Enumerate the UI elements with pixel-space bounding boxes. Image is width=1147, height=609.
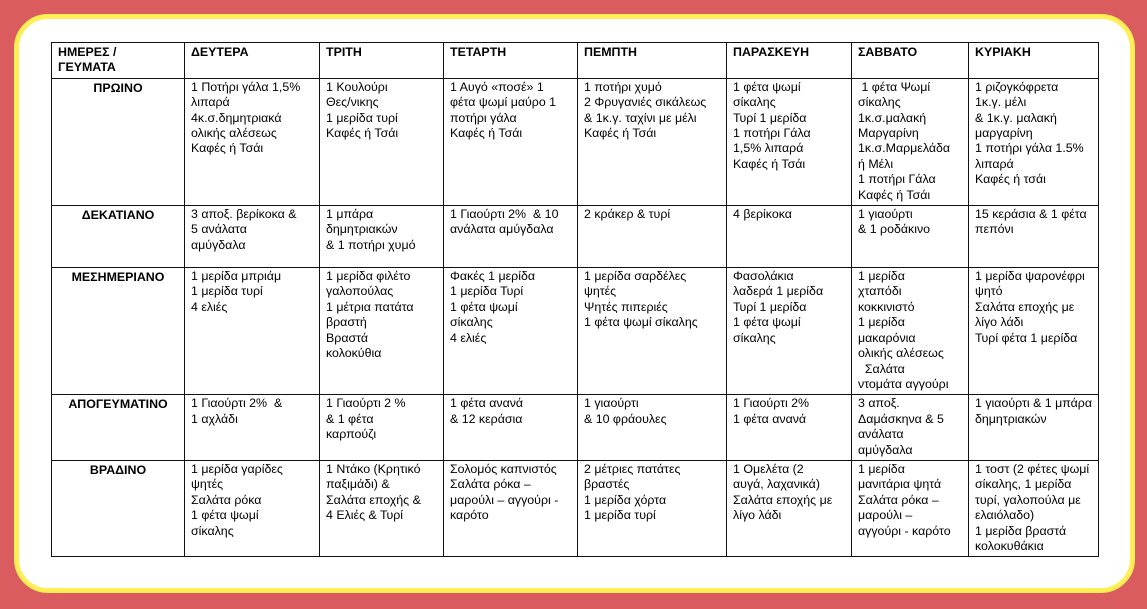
- meal-item-line: 1 τοστ (2 φέτες ψωμί: [975, 461, 1090, 476]
- meal-item-line: 1 γιαούρτι & 1 μπάρα: [975, 396, 1093, 411]
- meal-cell-monday: [185, 78, 320, 205]
- weekly-meal-plan-table: [51, 42, 1099, 557]
- meal-row-afternoon-snack: [52, 395, 1099, 461]
- meal-item-line: 1 φέτα ψωμί: [191, 508, 259, 523]
- meal-item-line: τυρί, γαλοπούλα με: [975, 492, 1081, 507]
- meal-item-line: Φακές 1 μερίδα: [450, 269, 536, 284]
- meal-item-line: παξιμάδι) &: [326, 477, 390, 492]
- meal-item-line: 3 αποξ. βερίκοκα &: [191, 207, 297, 222]
- meal-item-line: σίκαλης: [191, 523, 234, 538]
- meal-item-line: 1 μερίδα Τυρί: [450, 284, 524, 299]
- meal-item-line: λιπαρά: [975, 156, 1014, 171]
- meal-item-line: & 12 κεράσια: [450, 411, 523, 426]
- meal-item-line: 1 φέτα ψωμί: [733, 79, 801, 94]
- meal-item-line: & 1κ.γ. ταχίνι με μέλι: [584, 110, 697, 125]
- meal-cell-thursday: [578, 395, 727, 461]
- meal-item-line: 4 ελιές: [191, 299, 228, 314]
- meal-label: ΔΕΚΑΤΙΑΝΟ: [52, 206, 185, 268]
- meal-item-line: Καφές ή τσάι: [975, 172, 1046, 187]
- meal-cell-wednesday: [444, 268, 578, 395]
- meal-item-line: κολοκυθάκια: [975, 538, 1044, 553]
- meal-item-line: 1 ποτήρι γάλα 1.5%: [975, 141, 1084, 156]
- corner-header-cell: [52, 43, 185, 79]
- meal-item-line: ψητό: [975, 284, 1003, 299]
- meal-item-line: 1 μπάρα: [326, 207, 374, 222]
- meal-item-line: 1 ριζογκόφρετα: [975, 79, 1059, 94]
- meal-cell-saturday: [852, 460, 969, 556]
- meal-item-line: 1 μερίδα σαρδέλες: [584, 269, 687, 284]
- meal-cell-tuesday: [320, 460, 444, 556]
- meal-item-line: χταπόδι: [858, 284, 902, 299]
- meal-item-line: & 1κ.γ. μαλακή: [975, 110, 1057, 125]
- header-row: [52, 43, 1099, 79]
- meal-item-line: φέτα ψωμί μαύρο 1: [450, 95, 557, 110]
- meal-cell-wednesday: [444, 206, 578, 268]
- meal-item-line: λιπαρά: [191, 95, 230, 110]
- meal-item-line: Σαλάτα εποχής με: [975, 299, 1075, 314]
- meal-cell-friday: [727, 206, 852, 268]
- meal-item-line: 1 αχλάδι: [191, 411, 238, 426]
- day-header-wednesday: ΤΕΤΑΡΤΗ: [444, 43, 578, 79]
- meal-item-line: 1 μερίδα τυρί: [584, 508, 656, 523]
- meal-item-line: δημητριακών: [326, 222, 398, 237]
- meal-item-line: Τυρί φέτα 1 μερίδα: [975, 330, 1078, 345]
- meal-item-line: Σολομός καπνιστός: [450, 461, 557, 476]
- meal-cell-sunday: [969, 395, 1099, 461]
- meal-item-line: 1 μερίδα βραστά: [975, 523, 1067, 538]
- meal-item-line: Σαλάτα ρόκα: [191, 492, 262, 507]
- meal-item-line: σίκαλης: [858, 95, 901, 110]
- meal-item-line: δημητριακών: [975, 411, 1047, 426]
- meal-item-line: 1 Ποτήρι γάλα 1,5%: [191, 79, 301, 94]
- meal-item-line: ανάλατα: [858, 427, 904, 442]
- meal-item-line: 1 μερίδα γαρίδες: [191, 461, 283, 476]
- meal-cell-thursday: [578, 268, 727, 395]
- day-header-tuesday: ΤΡΙΤΗ: [320, 43, 444, 79]
- meal-item-line: σίκαλης: [733, 330, 776, 345]
- meal-cell-thursday: [578, 460, 727, 556]
- meal-item-line: Σαλάτα εποχής &: [326, 492, 421, 507]
- meal-cell-saturday: [852, 78, 969, 205]
- meal-item-line: βραστές: [584, 477, 630, 492]
- meal-item-line: αμύγδαλα: [858, 442, 913, 457]
- corner-label-line-2: ΓΕΥΜΑΤΑ: [58, 60, 116, 75]
- meal-item-line: 1 Γιαούρτι 2% & 10: [450, 207, 559, 222]
- meal-item-line: μανιτάρια ψητά: [858, 477, 942, 492]
- meal-item-line: 1 φέτα ανανά: [450, 396, 524, 411]
- meal-item-line: Καφές ή Τσάι: [584, 126, 657, 141]
- meal-item-line: σίκαλης: [733, 95, 776, 110]
- meal-item-line: 4 βερίκοκα: [733, 207, 792, 222]
- meal-label: ΑΠΟΓΕΥΜΑΤΙΝΟ: [52, 395, 185, 461]
- meal-cell-sunday: [969, 78, 1099, 205]
- meal-cell-thursday: [578, 78, 727, 205]
- meal-cell-friday: [727, 78, 852, 205]
- meal-item-line: 1 μερίδα: [858, 269, 905, 284]
- meal-item-line: 1 Κουλούρι: [326, 79, 388, 94]
- meal-label: ΠΡΩΙΝΟ: [52, 78, 185, 205]
- meal-item-line: Σαλάτα ρόκα –: [450, 477, 531, 492]
- meal-item-line: 1 γιαούρτι: [858, 207, 913, 222]
- meal-item-line: 1 Ομελέτα (2: [733, 461, 804, 476]
- meal-item-line: κοκκινιστό: [858, 299, 915, 314]
- day-header-monday: ΔΕΥΤΕΡΑ: [185, 43, 320, 79]
- meal-item-line: αμύγδαλα: [191, 237, 246, 252]
- meal-item-line: & 10 φράουλες: [584, 411, 667, 426]
- meal-item-line: 1 μερίδα τυρί: [326, 110, 398, 125]
- meal-item-line: σίκαλης, 1 μερίδα: [975, 477, 1072, 492]
- meal-item-line: Καφές ή Τσάι: [450, 126, 523, 141]
- meal-item-line: 1 μερίδα χόρτα: [584, 492, 667, 507]
- meal-item-line: καρότο: [450, 508, 489, 523]
- meal-item-line: Σαλάτα ρόκα –: [858, 492, 939, 507]
- meal-item-line: ανάλατα αμύγδαλα: [450, 222, 554, 237]
- meal-item-line: 3 αποξ.: [858, 396, 900, 411]
- meal-cell-monday: [185, 206, 320, 268]
- meal-cell-saturday: [852, 268, 969, 395]
- meal-item-line: 1 φέτα ψωμί: [450, 299, 518, 314]
- meal-cell-wednesday: [444, 78, 578, 205]
- meal-cell-sunday: [969, 460, 1099, 556]
- meal-cell-monday: [185, 460, 320, 556]
- meal-item-line: Τυρί 1 μερίδα: [733, 299, 807, 314]
- meal-item-line: 1 μερίδα τυρί: [191, 284, 263, 299]
- meal-item-line: 1κ.σ.Μαρμελάδα: [858, 141, 951, 156]
- meal-item-line: 1 ποτήρι Γάλα: [733, 126, 811, 141]
- meal-item-line: ολικής αλέσεως: [191, 126, 277, 141]
- meal-item-line: 1 μέτρια πατάτα: [326, 299, 414, 314]
- meal-item-line: αυγά, λαχανικά): [733, 477, 820, 492]
- meal-item-line: & 1 ροδάκινο: [858, 222, 931, 237]
- meal-item-line: Σαλάτα εποχής με: [733, 492, 833, 507]
- meal-item-line: ψητές: [191, 477, 224, 492]
- meal-item-line: κολοκύθια: [326, 346, 382, 361]
- meal-cell-tuesday: [320, 206, 444, 268]
- meal-item-line: 1 φέτα ψωμί σίκαλης: [584, 315, 698, 330]
- meal-item-line: 1 φέτα Ψωμί: [858, 79, 931, 94]
- meal-label: ΜΕΣΗΜΕΡΙΑΝΟ: [52, 268, 185, 395]
- meal-cell-sunday: [969, 268, 1099, 395]
- meal-cell-friday: [727, 395, 852, 461]
- meal-item-line: 1 Γιαούρτι 2%: [733, 396, 810, 411]
- corner-label-line-1: ΗΜΕΡΕΣ /: [58, 45, 117, 59]
- meal-item-line: Ψητές πιπεριές: [584, 299, 668, 314]
- meal-item-line: Βραστά: [326, 330, 369, 345]
- meal-item-line: λίγο λάδι: [975, 315, 1024, 330]
- meal-row-lunch: [52, 268, 1099, 395]
- meal-item-line: λίγο λάδι: [733, 508, 782, 523]
- meal-cell-saturday: [852, 206, 969, 268]
- meal-cell-monday: [185, 395, 320, 461]
- meal-cell-wednesday: [444, 460, 578, 556]
- meal-item-line: λαδερά 1 μερίδα: [733, 284, 824, 299]
- meal-item-line: 1 Ντάκο (Κρητικό: [326, 461, 421, 476]
- meal-item-line: 1 μερίδα φιλέτο: [326, 269, 411, 284]
- meal-item-line: Καφές ή Τσάι: [191, 141, 264, 156]
- day-header-friday: ΠΑΡΑΣΚΕΥΗ: [727, 43, 852, 79]
- meal-item-line: σίκαλης: [450, 315, 493, 330]
- meal-item-line: 1 μερίδα: [858, 315, 905, 330]
- meal-cell-wednesday: [444, 395, 578, 461]
- meal-row-morning-snack: [52, 206, 1099, 268]
- meal-item-line: Δαμάσκηνα & 5: [858, 411, 944, 426]
- meal-item-line: 4κ.σ.δημητριακά: [191, 110, 282, 125]
- meal-item-line: 1 μερίδα: [858, 461, 905, 476]
- meal-item-line: μαργαρίνη: [975, 126, 1033, 141]
- day-header-thursday: ΠΕΜΠΤΗ: [578, 43, 727, 79]
- meal-item-line: & 1 φέτα: [326, 411, 374, 426]
- day-header-saturday: ΣΑΒΒΑΤΟ: [852, 43, 969, 79]
- meal-item-line: γαλοπούλας: [326, 284, 394, 299]
- meal-item-line: 1 φέτα ψωμί: [733, 315, 801, 330]
- meal-item-line: καρπούζι: [326, 427, 377, 442]
- meal-item-line: Σαλάτα: [858, 361, 905, 376]
- meal-item-line: 4 Ελιές & Τυρί: [326, 508, 404, 523]
- meal-item-line: 1 γιαούρτι: [584, 396, 639, 411]
- yellow-rounded-frame: [14, 14, 1135, 593]
- meal-item-line: Καφές ή Τσάι: [858, 187, 931, 202]
- meal-cell-sunday: [969, 206, 1099, 268]
- meal-item-line: αγγούρι - καρότο: [858, 523, 951, 538]
- meal-item-line: 15 κεράσια & 1 φέτα: [975, 207, 1087, 222]
- meal-cell-friday: [727, 460, 852, 556]
- meal-item-line: 1 Αυγό «ποσέ» 1: [450, 79, 544, 94]
- day-header-sunday: ΚΥΡΙΑΚΗ: [969, 43, 1099, 79]
- meal-item-line: Τυρί 1 μερίδα: [733, 110, 807, 125]
- meal-item-line: μακαρόνια: [858, 330, 916, 345]
- meal-label: ΒΡΑΔΙΝΟ: [52, 460, 185, 556]
- meal-item-line: 4 ελιές: [450, 330, 487, 345]
- meal-cell-tuesday: [320, 78, 444, 205]
- meal-cell-friday: [727, 268, 852, 395]
- meal-cell-tuesday: [320, 395, 444, 461]
- meal-cell-thursday: [578, 206, 727, 268]
- meal-item-line: 2 κράκερ & τυρί: [584, 207, 671, 222]
- meal-item-line: ντομάτα αγγούρι: [858, 376, 949, 391]
- meal-cell-saturday: [852, 395, 969, 461]
- meal-item-line: ολικής αλέσεως: [858, 346, 944, 361]
- meal-item-line: μαρούλι – αγγούρι -: [450, 492, 559, 507]
- meal-item-line: Καφές ή Τσάι: [326, 126, 399, 141]
- meal-item-line: πεπόνι: [975, 222, 1014, 237]
- meal-item-line: 1 Γιαούρτι 2 %: [326, 396, 406, 411]
- meal-item-line: 1,5% λιπαρά: [733, 141, 804, 156]
- meal-item-line: 1 μερίδα μπριάμ: [191, 269, 282, 284]
- meal-item-line: 1 μερίδα ψαρονέφρι: [975, 269, 1085, 284]
- meal-item-line: ψητές: [584, 284, 617, 299]
- meal-cell-monday: [185, 268, 320, 395]
- meal-item-line: Φασολάκια: [733, 269, 794, 284]
- meal-row-breakfast: [52, 78, 1099, 205]
- meal-item-line: Καφές ή Τσάι: [733, 156, 806, 171]
- meal-item-line: 1 ποτήρι χυμό: [584, 79, 662, 94]
- meal-item-line: Θες/νικης: [326, 95, 379, 110]
- meal-row-dinner: [52, 460, 1099, 556]
- meal-item-line: ελαιόλαδο): [975, 508, 1035, 523]
- meal-item-line: 1κ.σ.μαλακή: [858, 110, 927, 125]
- meal-item-line: ποτήρι γάλα: [450, 110, 517, 125]
- meal-item-line: 1 Γιαούρτι 2% &: [191, 396, 283, 411]
- meal-cell-tuesday: [320, 268, 444, 395]
- meal-item-line: Μαργαρίνη: [858, 126, 919, 141]
- meal-item-line: ή Μέλι: [858, 156, 894, 171]
- meal-item-line: 2 μέτριες πατάτες: [584, 461, 681, 476]
- meal-item-line: μαρούλι –: [858, 508, 913, 523]
- meal-item-line: 5 ανάλατα: [191, 222, 247, 237]
- meal-item-line: & 1 ποτήρι χυμό: [326, 237, 416, 252]
- meal-item-line: 1 ποτήρι Γάλα: [858, 172, 936, 187]
- meal-item-line: 2 Φρυγανιές σικάλεως: [584, 95, 707, 110]
- meal-item-line: 1 φέτα ανανά: [733, 411, 807, 426]
- meal-item-line: βραστή: [326, 315, 367, 330]
- meal-item-line: 1κ.γ. μέλι: [975, 95, 1027, 110]
